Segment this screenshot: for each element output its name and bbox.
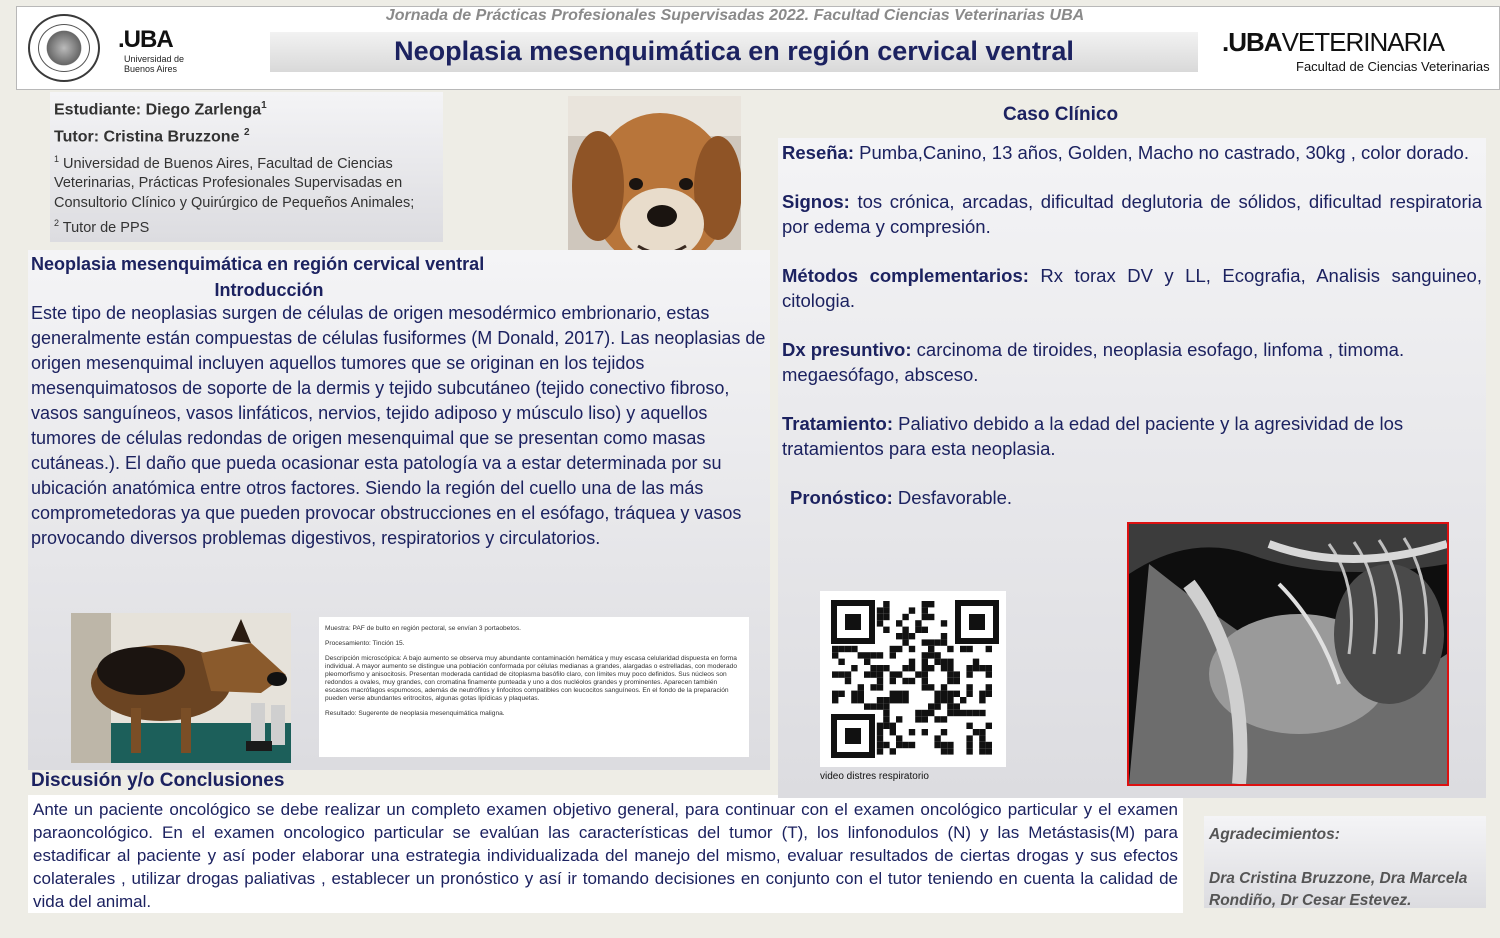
case-signos: Signos: tos crónica, arcadas, dificultad deglutoria de sólidos, dificultad respiratoria por edema y compresión. (782, 191, 1482, 237)
authors-box (50, 92, 443, 242)
qr-module (973, 665, 979, 671)
qr-module (883, 716, 889, 722)
qr-module (896, 646, 902, 652)
qr-module (896, 735, 902, 741)
qr-module (986, 742, 992, 748)
qr-module (954, 691, 960, 697)
qr-module (890, 671, 896, 677)
qr-module (864, 652, 870, 658)
qr-module (877, 678, 883, 684)
qr-module (973, 710, 979, 716)
qr-module (966, 671, 972, 677)
affiliation-1: $^1$ Universidad de Buenos Aires, Facultad de Ciencias Veterinarias, Prácticas Profesionales Supervisadas en Consultorio Clínico y Quirúrgico de Pequeños Animales; (54, 153, 415, 212)
qr-module (934, 652, 940, 658)
qr-module (979, 729, 985, 735)
qr-module (979, 665, 985, 671)
qr-module (947, 678, 953, 684)
qr-module (966, 665, 972, 671)
qr-module (922, 627, 928, 633)
qr-module (877, 607, 883, 613)
qr-module (877, 729, 883, 735)
qr-module (960, 697, 966, 703)
qr-module (922, 671, 928, 677)
uba-veterinaria-logo: .UBAVETERINARIA (1222, 27, 1444, 57)
qr-module (947, 697, 953, 703)
qr-module (979, 748, 985, 754)
qr-module (902, 691, 908, 697)
qr-module (909, 729, 915, 735)
qr-module (902, 678, 908, 684)
qr-module (890, 678, 896, 684)
qr-module (986, 665, 992, 671)
qr-module (902, 742, 908, 748)
qr-module (909, 665, 915, 671)
qr-module (947, 659, 953, 665)
qr-module (941, 665, 947, 671)
qr-module (870, 703, 876, 709)
qr-module (934, 735, 940, 741)
report-procesamiento: Procesamiento: Tinción 15. (325, 640, 405, 647)
qr-module (928, 703, 934, 709)
qr-module (954, 678, 960, 684)
qr-module (832, 652, 838, 658)
qr-module (922, 710, 928, 716)
qr-module (928, 601, 934, 607)
report-muestra: Muestra: PAF de bulto en región pectoral, se envían 3 portaobetos. (325, 625, 521, 632)
qr-module (947, 691, 953, 697)
report-descripcion: Descripción microscópica: A bajo aumento se observa muy abundante contaminación hemática y muy escasa celularidad dispuesta en forma individual. A mayor aumento se distingue una población conformada por células medianas a grandes, alargadas o estrelladas, con moderado pleomorfismo y anisocitosis. Presentan moderada cantidad de citoplasma basófilo claro, con límites muy poco definidos. Sus núcleos son redondos a ovales, muy grandes, con cromatina finamente punteada y uno a dos nucléolos grandes y prominentes. Aparecen también escasos macrófagos espumosos, además de neutrófilos y linfocitos compatibles con leucocitos sanguíneos. En el fondo de la preparación pueden verse abundantes eritrocitos, algunas gotas lipídicas y plaquetas. (325, 655, 737, 702)
qr-module (947, 671, 953, 677)
uba-logo-subtitle: Universidad de Buenos Aires (124, 54, 185, 74)
qr-module (966, 684, 972, 690)
qr-module (883, 710, 889, 716)
qr-module (934, 703, 940, 709)
qr-module (877, 748, 883, 754)
qr-module (947, 710, 953, 716)
qr-module (973, 659, 979, 665)
qr-module (851, 697, 857, 703)
discussion-title: Discusión y/o Conclusiones (31, 770, 285, 791)
qr-module (941, 684, 947, 690)
qr-module (877, 723, 883, 729)
qr-module (883, 742, 889, 748)
student-name: Estudiante: Diego Zarlenga$^1$ (54, 100, 267, 119)
qr-module (896, 671, 902, 677)
qr-module (922, 684, 928, 690)
qr-module (909, 633, 915, 639)
qr-module (909, 607, 915, 613)
uba-seal-logo (28, 14, 100, 82)
qr-module (934, 691, 940, 697)
qr-module (883, 697, 889, 703)
affiliation-2: $^2$ Tutor de PPS (54, 218, 150, 237)
qr-module (845, 678, 851, 684)
qr-module (941, 639, 947, 645)
qr-module (934, 716, 940, 722)
qr-module (947, 742, 953, 748)
qr-module (890, 723, 896, 729)
qr-module (877, 614, 883, 620)
qr-module (928, 639, 934, 645)
qr-module (883, 627, 889, 633)
case-tratamiento: Tratamiento: Paliativo debido a la edad del paciente y la agresividad de los tratamientos para esta neoplasia. (782, 413, 1404, 459)
qr-module (890, 691, 896, 697)
qr-module (954, 703, 960, 709)
qr-code[interactable] (820, 591, 1006, 767)
qr-module (902, 639, 908, 645)
qr-module (832, 697, 838, 703)
qr-module (877, 742, 883, 748)
qr-module (960, 710, 966, 716)
qr-module (966, 723, 972, 729)
intro-title: Neoplasia mesenquimática en región cervical ventral (31, 254, 485, 274)
qr-module (960, 646, 966, 652)
qr-module (934, 639, 940, 645)
qr-module (922, 607, 928, 613)
qr-module (890, 729, 896, 735)
qr-module (986, 684, 992, 690)
cytology-report-image (319, 617, 749, 757)
qr-module (890, 697, 896, 703)
case-dx: Dx presuntivo: carcinoma de tiroides, neoplasia esofago, linfoma , timoma. megaesófago, absceso. (782, 339, 1405, 385)
qr-module (954, 671, 960, 677)
intro-heading: Introducción (214, 280, 324, 300)
qr-module (870, 684, 876, 690)
qr-module (973, 729, 979, 735)
qr-module (902, 665, 908, 671)
qr-module (877, 735, 883, 741)
qr-caption: video distres respiratorio (820, 771, 929, 782)
qr-module (877, 671, 883, 677)
thanks-text: Dra Cristina Bruzzone, Dra Marcela Rondiño, Dr Cesar Estevez. (1209, 870, 1468, 909)
qr-module (832, 646, 838, 652)
qr-module (877, 665, 883, 671)
qr-module (934, 697, 940, 703)
qr-module (902, 614, 908, 620)
qr-module (966, 748, 972, 754)
qr-module (922, 652, 928, 658)
qr-module (915, 710, 921, 716)
tutor-name: Tutor: Cristina Bruzzone $^2$ (54, 127, 250, 146)
qr-module (845, 646, 851, 652)
qr-module (909, 646, 915, 652)
qr-module (883, 703, 889, 709)
uba-veterinaria-subtitle: Facultad de Ciencias Veterinarias (1296, 59, 1490, 74)
qr-module (947, 646, 953, 652)
report-resultado: Resultado: Sugerente de neoplasia mesenquimática maligna. (325, 710, 505, 717)
qr-module (941, 697, 947, 703)
qr-module (864, 703, 870, 709)
qr-module (896, 633, 902, 639)
qr-module (941, 691, 947, 697)
qr-module (883, 601, 889, 607)
qr-module (883, 665, 889, 671)
thoracic-xray-image (1127, 522, 1449, 786)
qr-module (922, 665, 928, 671)
qr-module (877, 697, 883, 703)
qr-module (877, 652, 883, 658)
qr-module (941, 659, 947, 665)
qr-module (915, 716, 921, 722)
qr-module (986, 748, 992, 754)
qr-module (928, 684, 934, 690)
discussion-text: Ante un paciente oncológico se debe realizar un completo examen objetivo general, para continuar con el examen oncológico particular y el examen paraoncológico. En el examen oncologico particular se evalúan las características del tumor (T), los linfonodulos (N) y las Metástasis(M) para estadificar al paciente y así poder elaborar una estrategia individualizada del manejo del mismo, evaluar resultados de ciertas drogas y sus efectos colaterales , utilizar drogas paliativas , establecer un pronóstico y así ir tomando decisiones en conjunto con el tutor teniendo en cuenta la calidad de vida del animal. (28, 795, 1183, 913)
acknowledgements-box (1204, 816, 1486, 908)
qr-module (915, 620, 921, 626)
qr-module (896, 697, 902, 703)
qr-module (986, 691, 992, 697)
qr-module (838, 646, 844, 652)
qr-module (896, 691, 902, 697)
qr-module (941, 620, 947, 626)
qr-module (858, 691, 864, 697)
qr-module (851, 665, 857, 671)
qr-module (870, 665, 876, 671)
qr-module (954, 710, 960, 716)
qr-module (922, 716, 928, 722)
qr-module (896, 716, 902, 722)
qr-module (838, 659, 844, 665)
qr-module (922, 601, 928, 607)
qr-module (896, 742, 902, 748)
qr-module (947, 703, 953, 709)
qr-module (966, 691, 972, 697)
qr-module (979, 742, 985, 748)
qr-module (883, 607, 889, 613)
qr-module (832, 671, 838, 677)
qr-module (915, 671, 921, 677)
qr-module (928, 646, 934, 652)
case-pronostico: Pronóstico: Desfavorable. (790, 487, 1013, 508)
qr-module (858, 697, 864, 703)
qr-module (922, 639, 928, 645)
qr-module (832, 691, 838, 697)
qr-module (941, 748, 947, 754)
qr-module (877, 703, 883, 709)
qr-module (864, 659, 870, 665)
qr-module (890, 652, 896, 658)
qr-module (922, 678, 928, 684)
qr-module (858, 684, 864, 690)
qr-module (902, 633, 908, 639)
qr-module (986, 723, 992, 729)
qr-module (941, 716, 947, 722)
qr-module (909, 678, 915, 684)
qr-module (966, 735, 972, 741)
qr-module (870, 671, 876, 677)
qr-module (922, 614, 928, 620)
qr-module (883, 723, 889, 729)
qr-module (877, 620, 883, 626)
qr-module (890, 646, 896, 652)
qr-module (966, 710, 972, 716)
qr-module (838, 671, 844, 677)
qr-module (928, 614, 934, 620)
qr-module (979, 735, 985, 741)
qr-module (947, 665, 953, 671)
qr-module (902, 697, 908, 703)
qr-module (934, 659, 940, 665)
qr-module (986, 646, 992, 652)
qr-module (902, 627, 908, 633)
qr-module (979, 691, 985, 697)
qr-module (845, 671, 851, 677)
qr-module (928, 652, 934, 658)
intro-text: Este tipo de neoplasias surgen de células de origen mesodérmico embrionario, estas generalmente están compuestas de células fusiformes (M Donald, 2017). Las neoplasias de origen mesenquimal incluyen aquellos tumores que se originan en los tejidos mesenquimatosos de soporte de la dermis y tejido subcutáneo (tejido conectivo fibroso, vasos sanguíneos, vasos linfáticos, nervios, tejido adiposo y músculo liso) y aquellos tumores de células redondas de origen mesenquimal que se presentan como masas cutáneas.). El daño que pueda ocasionar esta patología va a estar determinada por su ubicación anatómica entre otros factores. Siendo la región del cuello una de las más comprometedoras ya que pueden provocar obstrucciones en el esófago, tráquea y vasos provocando diversos problemas digestivos, respiratorios y circulatorios. (31, 303, 766, 548)
qr-module (883, 614, 889, 620)
qr-module (941, 729, 947, 735)
qr-module (851, 691, 857, 697)
qr-module (966, 742, 972, 748)
qr-module (890, 748, 896, 754)
qr-module (915, 627, 921, 633)
seal-emblem (38, 24, 90, 72)
qr-module (851, 646, 857, 652)
uba-logo-text: .UBA (118, 26, 173, 53)
qr-module (870, 652, 876, 658)
qr-module (979, 697, 985, 703)
qr-module (941, 633, 947, 639)
qr-module (928, 710, 934, 716)
qr-module (877, 684, 883, 690)
qr-module (922, 659, 928, 665)
qr-module (941, 742, 947, 748)
qr-module (979, 710, 985, 716)
qr-module (858, 652, 864, 658)
case-title: Caso Clínico (1003, 104, 1119, 125)
german-shepherd-photo (71, 613, 291, 763)
conference-line: Jornada de Prácticas Profesionales Supervisadas 2022. Facultad Ciencias Veterinarias UBA (385, 7, 1085, 24)
case-resena: Reseña: Pumba,Canino, 13 años, Golden, Macho no castrado, 30kg , color dorado. (782, 142, 1469, 163)
qr-module (947, 748, 953, 754)
qr-module (838, 691, 844, 697)
qr-module (934, 742, 940, 748)
qr-module (909, 742, 915, 748)
qr-module (986, 671, 992, 677)
qr-module (896, 620, 902, 626)
poster-title: Neoplasia mesenquimática en región cervical ventral (394, 36, 1074, 66)
qr-module (966, 646, 972, 652)
qr-module (909, 659, 915, 665)
qr-module (864, 671, 870, 677)
case-metodos: Métodos complementarios: Rx torax DV y LL, Ecografia, Analisis sanguineo, citologia. (782, 265, 1482, 311)
thanks-title: Agradecimientos: (1209, 826, 1340, 843)
qr-module (922, 729, 928, 735)
qr-module (928, 665, 934, 671)
